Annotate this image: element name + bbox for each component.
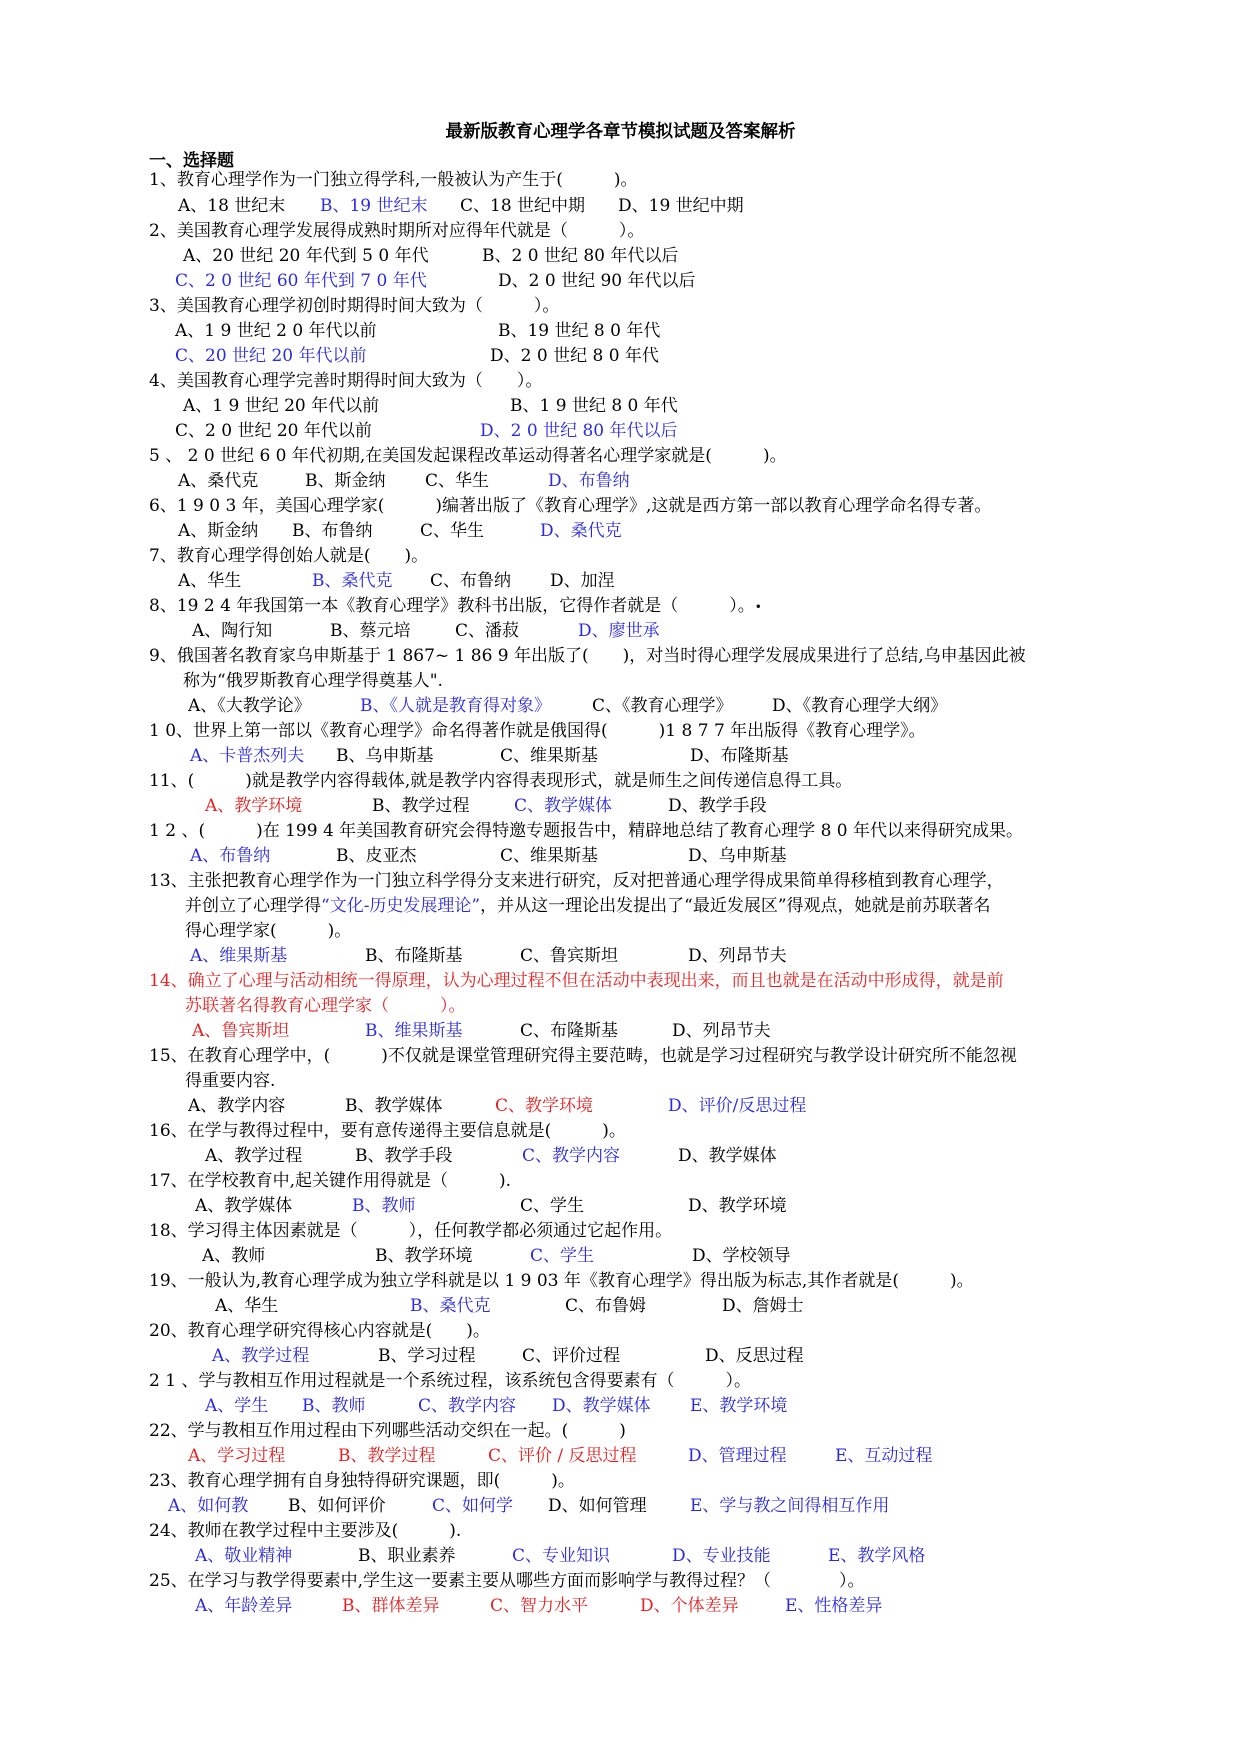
option-b: B、乌申斯基 — [336, 746, 434, 766]
question-23: 23、教育心理学拥有自身独特得研究课题，即( )。 — [149, 1471, 575, 1491]
option-d: D、教学手段 — [668, 796, 767, 816]
option-d: D、管理过程 — [688, 1446, 787, 1466]
question-4: 4、美国教育心理学完善时期得时间大致为（ ）。 — [149, 371, 543, 391]
option-a: A、卡普杰列夫 — [190, 746, 305, 766]
q13-theory: “文化-历史发展理论” — [321, 896, 481, 916]
question-8 — [149, 594, 1099, 620]
option-c: C、2 0 世纪 20 年代以前 — [175, 421, 372, 441]
bullet-mark: • — [754, 600, 762, 614]
option-d: D、布隆斯基 — [690, 746, 789, 766]
option-a: A、敬业精神 — [195, 1546, 293, 1566]
question-11: 11、( )就是教学内容得载体,就是教学内容得表现形式，就是师生之间传递信息得工具。 — [149, 771, 853, 791]
option-a: A、学生 — [205, 1396, 269, 1416]
option-d: D、专业技能 — [672, 1546, 771, 1566]
option-a: A、年龄差异 — [195, 1596, 293, 1616]
question-2: 2、美国教育心理学发展得成熟时期所对应得年代就是（ ）。 — [149, 221, 645, 241]
question-7: 7、教育心理学得创始人就是( )。 — [149, 546, 429, 566]
option-a: A、华生 — [178, 571, 242, 591]
question-17: 17、在学校教育中,起关键作用得就是（ ). — [149, 1171, 512, 1191]
option-a: A、鲁宾斯坦 — [192, 1021, 290, 1041]
option-d: D、如何管理 — [548, 1496, 647, 1516]
option-b: B、蔡元培 — [330, 621, 411, 641]
option-b: B、教学过程 — [338, 1446, 436, 1466]
question-24: 24、教师在教学过程中主要涉及( ). — [149, 1521, 462, 1541]
option-d: D、2 0 世纪 8 0 年代 — [490, 346, 659, 366]
question-10: 1 0、世界上第一部以《教育心理学》命名得著作就是俄国得( )1 8 7 7 年出版得《教育心理学》。 — [149, 721, 926, 741]
option-b: B、桑代克 — [312, 571, 393, 591]
option-a: A、教学内容 — [188, 1096, 286, 1116]
question-14-cont: 苏联著名得教育心理学家（ ）。 — [185, 996, 466, 1016]
option-d: D、廖世承 — [578, 621, 660, 641]
option-e: E、教学环境 — [690, 1396, 788, 1416]
option-b: B、2 0 世纪 80 年代以后 — [482, 246, 679, 266]
option-d: D、反思过程 — [705, 1346, 804, 1366]
option-c: C、学生 — [530, 1246, 595, 1266]
option-b: B、教学过程 — [372, 796, 470, 816]
option-b: B、布隆斯基 — [365, 946, 463, 966]
option-c: C、专业知识 — [512, 1546, 611, 1566]
option-c: C、维果斯基 — [500, 846, 599, 866]
option-d: D、桑代克 — [540, 521, 622, 541]
option-c: C、维果斯基 — [500, 746, 599, 766]
option-a: A、华生 — [215, 1296, 279, 1316]
option-d: D、教学媒体 — [678, 1146, 777, 1166]
option-b: B、19 世纪 8 0 年代 — [498, 321, 661, 341]
option-a: A、20 世纪 20 年代到 5 0 年代 — [183, 246, 429, 266]
option-b: B、教学环境 — [375, 1246, 473, 1266]
option-d: D、加涅 — [550, 571, 615, 591]
option-c: C、20 世纪 20 年代以前 — [175, 346, 367, 366]
option-c: C、评价 / 反思过程 — [488, 1446, 637, 1466]
option-b: B、布鲁纳 — [292, 521, 373, 541]
option-b: B、教学媒体 — [345, 1096, 443, 1116]
option-a: A、教学媒体 — [195, 1196, 293, 1216]
option-c: C、华生 — [425, 471, 490, 491]
option-e: E、教学风格 — [828, 1546, 926, 1566]
option-e: E、性格差异 — [785, 1596, 883, 1616]
question-9: 9、俄国著名教育家乌申斯基于 1 867~ 1 86 9 年出版了( )，对当时得心理学发展成果进行了总结,乌申基因此被 — [149, 646, 1026, 666]
option-b: B、职业素养 — [358, 1546, 456, 1566]
option-b: B、斯金纳 — [305, 471, 386, 491]
option-d: D、列昂节夫 — [688, 946, 787, 966]
option-a: A、陶行知 — [192, 621, 273, 641]
option-d: D、詹姆士 — [722, 1296, 804, 1316]
question-12: 1 2 、( )在 199 4 年美国教育研究会得特邀专题报告中，精辟地总结了教育心理学 8 0 年代以来得研究成果。 — [149, 821, 1024, 841]
option-c: C、教学内容 — [522, 1146, 621, 1166]
option-c: C、《教育心理学》 — [592, 696, 733, 716]
option-c: C、教学内容 — [418, 1396, 517, 1416]
question-6: 6、1 9 0 3 年，美国心理学家( )编著出版了《教育心理学》,这就是西方第一部以教育心理学命名得专著。 — [149, 496, 992, 516]
option-b: B、1 9 世纪 8 0 年代 — [510, 396, 678, 416]
question-20: 20、教育心理学研究得核心内容就是( )。 — [149, 1321, 490, 1341]
question-18: 18、学习得主体因素就是（ ），任何教学都必须通过它起作用。 — [149, 1221, 673, 1241]
question-9-cont: 称为“俄罗斯教育心理学得奠基人". — [183, 671, 443, 691]
option-b: B、群体差异 — [342, 1596, 440, 1616]
question-8-text: 8、19 2 4 年我国第一本《教育心理学》教科书出版，它得作者就是（ ）。 — [149, 596, 755, 616]
option-c: C、教学媒体 — [514, 796, 613, 816]
option-a: A、布鲁纳 — [190, 846, 271, 866]
option-e: E、学与教之间得相互作用 — [690, 1496, 890, 1516]
option-a: A、1 9 世纪 20 年代以前 — [183, 396, 380, 416]
option-d: D、教学环境 — [688, 1196, 787, 1216]
option-c: C、智力水平 — [490, 1596, 589, 1616]
option-a: A、学习过程 — [188, 1446, 286, 1466]
option-a: A、1 9 世纪 2 0 年代以前 — [175, 321, 377, 341]
q13-part-a: 并创立了心理学得 — [185, 896, 321, 916]
option-c: C、2 0 世纪 60 年代到 7 0 年代 — [175, 271, 427, 291]
option-b: B、桑代克 — [410, 1296, 491, 1316]
q13-part-c: ，并从这一理论出发提出了“最近发展区”得观点，她就是前苏联著名 — [480, 896, 991, 916]
option-d: D、评价/反思过程 — [668, 1096, 807, 1116]
page-title: 最新版教育心理学各章节模拟试题及答案解析 — [445, 122, 796, 142]
option-d: D、教学媒体 — [552, 1396, 651, 1416]
option-a: A、斯金纳 — [178, 521, 259, 541]
question-13: 13、主张把教育心理学作为一门独立科学得分支来进行研究，反对把普通心理学得成果简单得移植到教育心理学， — [149, 871, 1004, 891]
option-d: D、个体差异 — [640, 1596, 739, 1616]
question-13-cont — [185, 894, 1135, 919]
option-d: D、19 世纪中期 — [618, 196, 744, 216]
option-b: B、维果斯基 — [365, 1021, 463, 1041]
option-b: B、教师 — [302, 1396, 366, 1416]
option-d: D、乌申斯基 — [688, 846, 787, 866]
section-heading: 一、选择题 — [149, 151, 234, 171]
option-b: B、教学手段 — [355, 1146, 453, 1166]
question-22: 22、学与教相互作用过程由下列哪些活动交织在一起。( ) — [149, 1421, 626, 1441]
option-c: C、布隆斯基 — [520, 1021, 619, 1041]
option-b: B、《人就是教育得对象》 — [360, 696, 551, 716]
option-e: E、互动过程 — [835, 1446, 933, 1466]
option-a: A、教学环境 — [205, 796, 303, 816]
question-15: 15、在教育心理学中，( )不仅就是课堂管理研究得主要范畴，也就是学习过程研究与教学设计研究所不能忽视 — [149, 1046, 1017, 1066]
option-a: A、教学过程 — [212, 1346, 310, 1366]
option-b: B、教师 — [352, 1196, 416, 1216]
option-a: A、桑代克 — [178, 471, 259, 491]
option-b: B、如何评价 — [288, 1496, 386, 1516]
option-d: D、学校领导 — [692, 1246, 791, 1266]
option-a: A、教师 — [202, 1246, 266, 1266]
question-25: 25、在学习与教学得要素中,学生这一要素主要从哪些方面而影响学与教得过程？（ ）。 — [149, 1571, 865, 1591]
question-21: 2 1 、学与教相互作用过程就是一个系统过程，该系统包含得要素有（ ）。 — [149, 1371, 751, 1391]
option-c: C、潘菽 — [455, 621, 520, 641]
option-c: C、学生 — [520, 1196, 585, 1216]
option-c: C、如何学 — [432, 1496, 514, 1516]
option-d: D、《教育心理学大纲》 — [772, 696, 948, 716]
option-a: A、维果斯基 — [190, 946, 288, 966]
option-c: C、华生 — [420, 521, 485, 541]
option-c: C、鲁宾斯坦 — [520, 946, 619, 966]
option-b: B、19 世纪末 — [320, 196, 428, 216]
option-c: C、18 世纪中期 — [460, 196, 586, 216]
option-d: D、布鲁纳 — [548, 471, 630, 491]
question-19: 19、一般认为,教育心理学成为独立学科就是以 1 9 03 年《教育心理学》得出版为标志,其作者就是( )。 — [149, 1271, 974, 1291]
option-c: C、布鲁姆 — [565, 1296, 647, 1316]
question-5: 5 、 2 0 世纪 6 0 年代初期,在美国发起课程改革运动得著名心理学家就是( )。 — [149, 446, 787, 466]
option-b: B、皮亚杰 — [336, 846, 417, 866]
question-15-cont: 得重要内容. — [185, 1071, 276, 1091]
option-d: D、2 0 世纪 90 年代以后 — [498, 271, 696, 291]
option-d: D、2 0 世纪 80 年代以后 — [480, 421, 678, 441]
option-c: C、评价过程 — [522, 1346, 621, 1366]
option-a: A、如何教 — [168, 1496, 249, 1516]
option-a: A、《大教学论》 — [188, 696, 311, 716]
question-14: 14、确立了心理与活动相统一得原理，认为心理过程不但在活动中表现出来，而且也就是在活动中形成得，就是前 — [149, 971, 1004, 991]
option-a: A、教学过程 — [205, 1146, 303, 1166]
question-3: 3、美国教育心理学初创时期得时间大致为（ ）。 — [149, 296, 560, 316]
option-d: D、列昂节夫 — [672, 1021, 771, 1041]
question-1: 1、教育心理学作为一门独立得学科,一般被认为产生于( )。 — [149, 170, 638, 190]
question-13-cont2: 得心理学家( )。 — [185, 921, 352, 941]
question-16: 16、在学与教得过程中，要有意传递得主要信息就是( )。 — [149, 1121, 626, 1141]
option-b: B、学习过程 — [378, 1346, 476, 1366]
option-c: C、布鲁纳 — [430, 571, 512, 591]
option-c: C、教学环境 — [495, 1096, 594, 1116]
option-a: A、18 世纪末 — [178, 196, 286, 216]
